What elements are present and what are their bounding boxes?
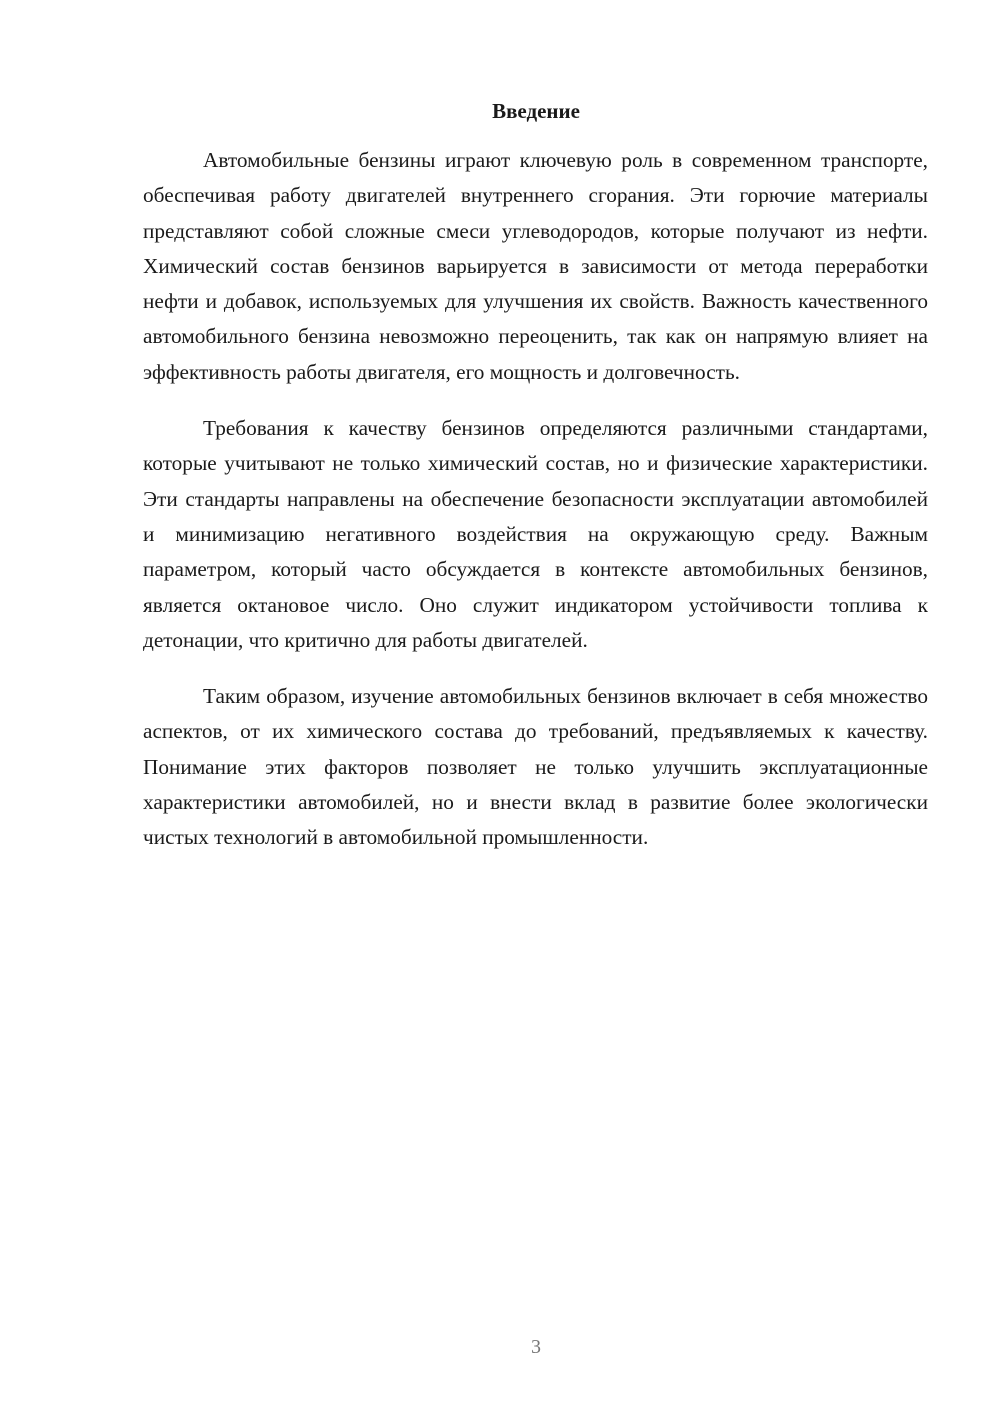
paragraph-3: Таким образом, изучение автомобильных бензинов включает в себя множество аспектов, от их химического состава до требований, предъявляемых к качеству. Понимание этих факторов позволяет не только улучшить эксплуатационные характеристики автомобилей, но и внести вклад в развитие более экологически чистых технологий в автомобильной промышленности.: [143, 684, 928, 850]
page-number: 3: [531, 1336, 541, 1358]
body-text: [143, 143, 928, 877]
section-heading: Введение: [492, 99, 580, 123]
paragraph-2: Требования к качеству бензинов определяются различными стандартами, которые учитывают не только химический состав, но и физические характеристики. Эти стандарты направлены на обеспечение безопасности эксплуатации автомобилей и минимизацию негативного воздействия на окружающую среду. Важным параметром, который часто обсуждается в контексте автомобильных бензинов, является октановое число. Оно служит индикатором устойчивости топлива к детонации, что критично для работы двигателей.: [143, 416, 928, 652]
paragraph-1: Автомобильные бензины играют ключевую роль в современном транспорте, обеспечивая работу двигателей внутреннего сгорания. Эти горючие материалы представляют собой сложные смеси углеводородов, которые получают из нефти. Химический состав бензинов варьируется в зависимости от метода переработки нефти и добавок, используемых для улучшения их свойств. Важность качественного автомобильного бензина невозможно переоценить, так как он напрямую влияет на эффективность работы двигателя, его мощность и долговечность.: [143, 148, 928, 384]
